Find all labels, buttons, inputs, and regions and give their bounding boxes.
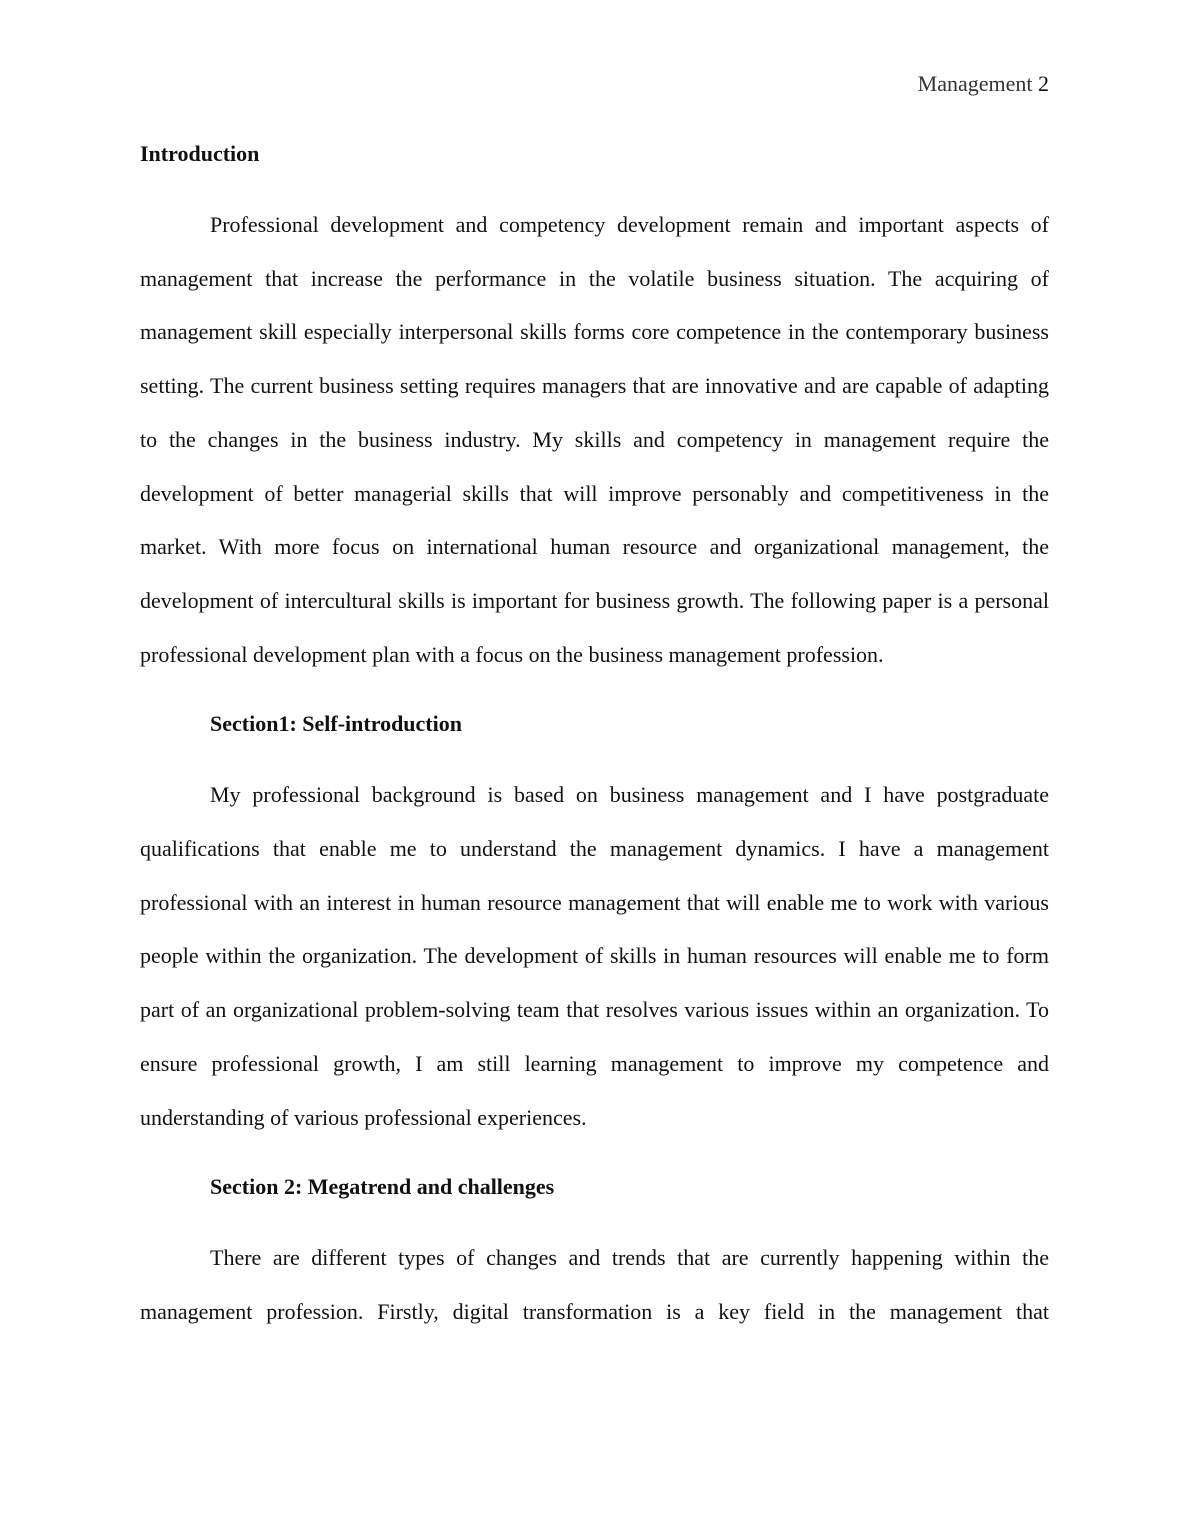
section1-heading: Section1: Self-introduction (210, 711, 462, 737)
document-body (140, 140, 1049, 1368)
page-number: 2 (1038, 71, 1049, 96)
section2-paragraph: There are different types of changes and trends that are currently happening within the management profession. Firstly, digital transformation is a key field in the management that (140, 1245, 1049, 1324)
introduction-paragraph: Professional development and competency development remain and important aspects of management that increase the performance in the volatile business situation. The acquiring of management skill especially interpersonal skills forms core competence in the contemporary business setting. The current business setting requires managers that are innovative and are capable of adapting to the changes in the business industry. My skills and competency in management require the development of better managerial skills that will improve personably and competitiveness in the market. With more focus on international human resource and organizational management, the development of intercultural skills is important for business growth. The following paper is a personal professional development plan with a focus on the business management profession. (140, 212, 1049, 667)
introduction-heading: Introduction (140, 141, 260, 166)
running-head-title: Management (917, 71, 1033, 96)
running-head (918, 70, 1049, 98)
section1-paragraph: My professional background is based on business management and I have postgraduate qualifications that enable me to understand the management dynamics. I have a management professional with an interest in human resource management that will enable me to work with various people within the organization. The development of skills in human resources will enable me to form part of an organizational problem-solving team that resolves various issues within an organization. To ensure professional growth, I am still learning management to improve my competence and understanding of various professional experiences. (140, 782, 1049, 1130)
section2-heading: Section 2: Megatrend and challenges (210, 1174, 555, 1200)
